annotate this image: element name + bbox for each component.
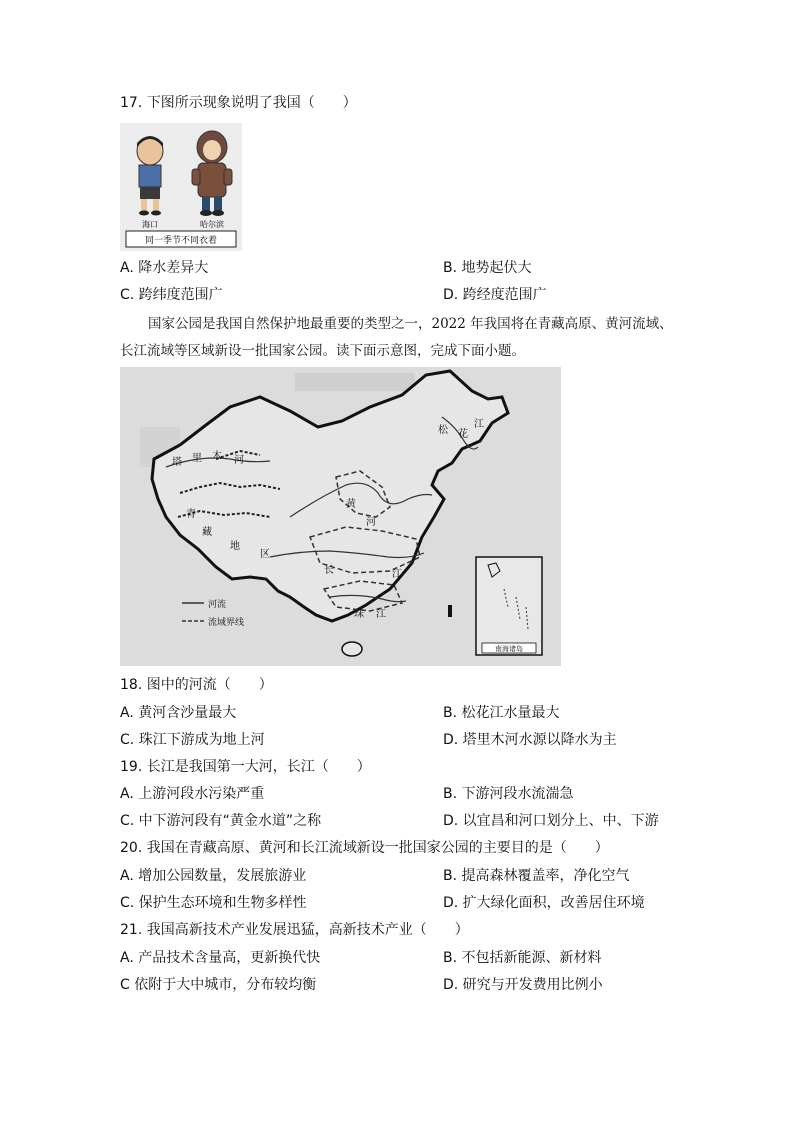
question-20-stem: 20. 我国在青藏高原、黄河和长江流域新设一批国家公园的主要目的是（ ）	[120, 840, 609, 856]
map-label-tarim-2: 里	[192, 453, 202, 464]
question-18-stem: 18. 图中的河流（ ）	[120, 677, 273, 693]
clothing-figure	[120, 123, 242, 251]
map-label-zj-1: 珠	[354, 609, 364, 620]
map-label-hh-1: 黄	[346, 499, 356, 510]
figure-caption: 同一季节不同衣着	[144, 236, 218, 246]
q20-option-a: A. 增加公园数量，发展旅游业	[120, 868, 307, 884]
q21-option-d: D. 研究与开发费用比例小	[443, 977, 603, 993]
q18-option-d: D. 塔里木河水源以降水为主	[443, 732, 617, 748]
legend-boundary: 流域界线	[208, 618, 245, 628]
map-label-sh-2: 花	[458, 429, 468, 440]
map-label-qz-3: 地	[230, 541, 240, 552]
q19-option-c: C. 中下游河段有“黄金水道”之称	[120, 813, 322, 829]
legend-river: 河流	[208, 600, 227, 610]
label-haikou: 海口	[142, 220, 158, 229]
q17-option-d: D. 跨经度范围广	[443, 287, 547, 303]
map-label-sh-3: 江	[474, 419, 484, 430]
q21-option-c: C 依附于大中城市，分布较均衡	[120, 977, 317, 993]
label-harbin: 哈尔滨	[200, 220, 224, 229]
q20-option-d: D. 扩大绿化面积，改善居住环境	[443, 895, 645, 911]
q19-option-d: D. 以宜昌和河口划分上、中、下游	[443, 813, 659, 829]
q17-option-c: C. 跨纬度范围广	[120, 287, 223, 303]
q21-option-b: B. 不包括新能源、新材料	[443, 950, 602, 966]
map-label-qz-1: 青	[186, 509, 196, 520]
question-19-stem: 19. 长江是我国第一大河，长江（ ）	[120, 759, 371, 775]
q18-option-c: C. 珠江下游成为地上河	[120, 732, 265, 748]
china-river-map	[120, 367, 561, 666]
q20-option-b: B. 提高森林覆盖率，净化空气	[443, 868, 630, 884]
q18-option-a: A. 黄河含沙量最大	[120, 705, 237, 721]
map-label-cj-2: 江	[392, 569, 402, 580]
map-label-sh-1: 松	[438, 425, 448, 436]
map-label-qz-4: 区	[260, 549, 270, 560]
map-label-hh-2: 河	[366, 517, 376, 528]
passage-line-2: 长江流域等区域新设一批国家公园。读下面示意图，完成下面小题。	[120, 343, 525, 359]
q20-option-c: C. 保护生态环境和生物多样性	[120, 895, 307, 911]
q17-option-a: A. 降水差异大	[120, 260, 209, 276]
question-21-stem: 21. 我国高新技术产业发展迅猛，高新技术产业（ ）	[120, 922, 469, 938]
q18-option-b: B. 松花江水量最大	[443, 705, 560, 721]
q21-option-a: A. 产品技术含量高，更新换代快	[120, 950, 321, 966]
map-label-tarim-1: 塔	[172, 457, 182, 468]
clothing-illustration	[120, 123, 242, 251]
map-label-zj-2: 江	[376, 609, 386, 620]
q19-option-b: B. 下游河段水流湍急	[443, 786, 574, 802]
map-label-cj-1: 长	[324, 565, 334, 576]
inset-label: 南海诸岛	[495, 645, 523, 653]
map-illustration	[120, 367, 561, 666]
question-17-stem: 17. 下图所示现象说明了我国（ ）	[120, 95, 357, 111]
passage-line-1: 国家公园是我国自然保护地最重要的类型之一，2022 年我国将在青藏高原、黄河流域、	[148, 316, 673, 332]
q17-option-b: B. 地势起伏大	[443, 260, 532, 276]
map-label-tarim-3: 木	[212, 451, 222, 462]
map-label-tarim-4: 河	[234, 455, 244, 466]
q19-option-a: A. 上游河段水污染严重	[120, 786, 265, 802]
map-label-qz-2: 藏	[202, 527, 212, 538]
